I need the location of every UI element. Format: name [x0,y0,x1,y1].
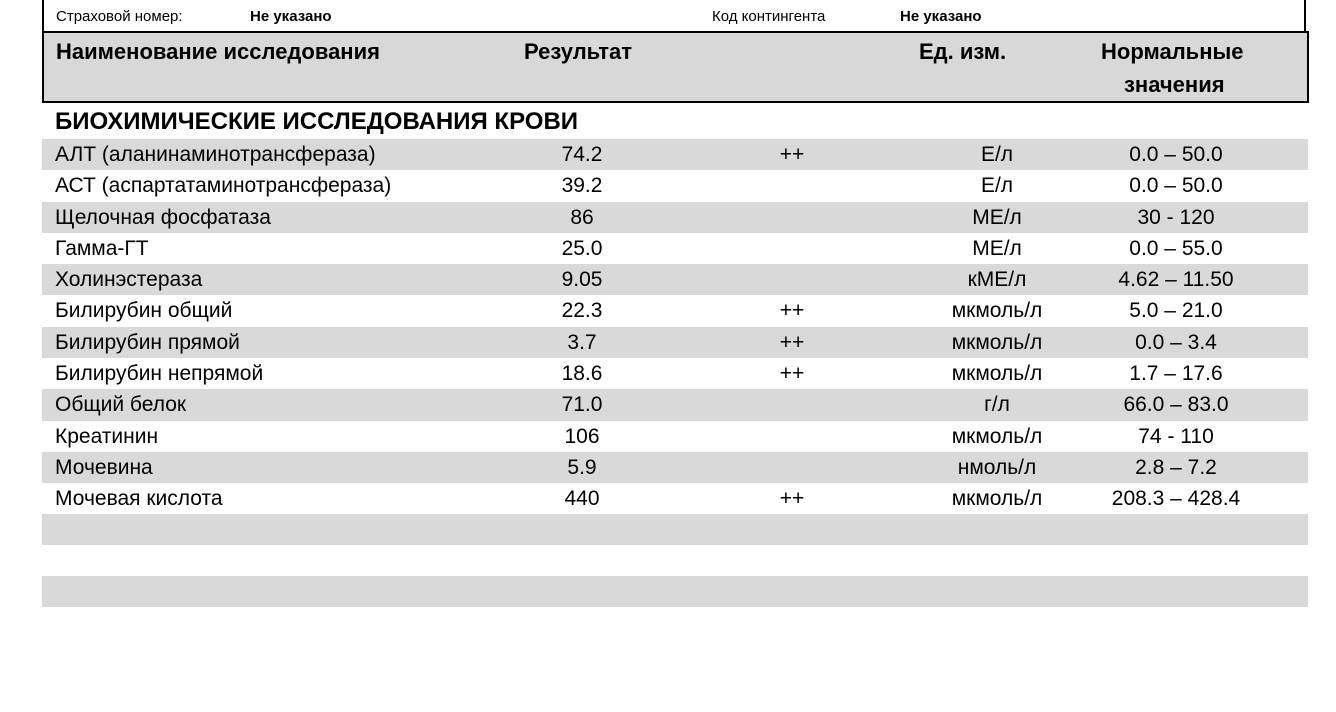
table-row [42,452,1308,483]
normal-range: 4.62 – 11.50 [1118,268,1234,292]
insurance-number-value: Не указано [250,8,332,25]
table-row [42,233,1308,264]
test-name: Креатинин [55,424,159,448]
normal-range: 5.0 – 21.0 [1129,299,1223,323]
test-unit: кМЕ/л [967,268,1027,292]
table-row [42,139,1308,170]
test-name: Общий белок [55,393,187,417]
column-header-norm-line1: Нормальные [1101,39,1244,64]
test-result: 5.9 [567,455,597,479]
table-row [42,202,1308,233]
test-name: Мочевина [55,455,153,479]
test-unit: Е/л [980,174,1014,198]
empty-row [42,514,1308,545]
test-result: 9.05 [561,268,603,292]
test-result: 86 [570,205,594,229]
abnormal-flag: ++ [779,330,805,354]
test-result: 71.0 [561,393,603,417]
normal-range: 0.0 – 50.0 [1129,174,1223,198]
test-result: 22.3 [561,299,603,323]
abnormal-flag: ++ [779,299,805,323]
test-unit: МЕ/л [972,205,1022,229]
normal-range: 0.0 – 3.4 [1135,330,1217,354]
contingent-code-value: Не указано [900,8,982,25]
insurance-number-label: Страховой номер: [56,8,183,25]
column-header-unit: Ед. изм. [919,39,1007,64]
test-result: 3.7 [567,330,597,354]
test-unit: мкмоль/л [951,424,1043,448]
normal-range: 66.0 – 83.0 [1123,393,1229,417]
test-unit: Е/л [980,143,1014,166]
table-row [42,389,1308,420]
normal-range: 0.0 – 50.0 [1129,143,1223,166]
normal-range: 208.3 – 428.4 [1111,487,1241,511]
test-name: АЛТ (аланинаминотрансфераза) [55,143,376,166]
table-row [42,295,1308,326]
table-row [42,421,1308,452]
column-header-result: Результат [524,39,633,64]
abnormal-flag: ++ [779,143,805,166]
column-header-row [42,31,1309,103]
empty-row [42,576,1308,607]
test-result: 18.6 [561,362,603,386]
normal-range: 1.7 – 17.6 [1129,362,1223,386]
test-result: 106 [564,424,600,448]
test-unit: мкмоль/л [951,299,1043,323]
normal-range: 30 - 120 [1137,205,1215,229]
test-name: Билирубин непрямой [55,362,264,386]
test-name: Билирубин общий [55,299,233,323]
test-name: Билирубин прямой [55,330,240,354]
normal-range: 2.8 – 7.2 [1135,455,1217,479]
test-unit: мкмоль/л [951,487,1043,511]
table-row [42,358,1308,389]
normal-range: 74 - 110 [1138,424,1214,448]
table-row [42,170,1308,201]
test-result: 440 [564,487,600,511]
test-result: 74.2 [561,143,603,166]
test-unit: мкмоль/л [951,330,1043,354]
abnormal-flag: ++ [779,362,805,386]
test-name: АСТ (аспартатаминотрансфераза) [55,174,392,198]
normal-range: 0.0 – 55.0 [1129,236,1223,260]
test-unit: г/л [984,393,1010,417]
section-title: БИОХИМИЧЕСКИЕ ИССЛЕДОВАНИЯ КРОВИ [55,108,579,135]
test-name: Щелочная фосфатаза [55,205,271,229]
test-name: Гамма-ГТ [55,236,149,260]
table-row [42,327,1308,358]
test-name: Мочевая кислота [55,487,223,511]
patient-info-strip [42,0,1306,31]
test-unit: МЕ/л [972,236,1022,260]
contingent-code-label: Код контингента [712,8,826,25]
column-header-name: Наименование исследования [56,39,380,64]
table-row [42,483,1308,514]
table-row [42,264,1308,295]
column-header-norm-line2: значения [1124,72,1225,97]
abnormal-flag: ++ [779,487,805,511]
test-result: 25.0 [561,236,603,260]
test-name: Холинэстераза [55,268,203,292]
test-unit: мкмоль/л [951,362,1043,386]
results-table [42,139,1308,515]
test-unit: нмоль/л [957,455,1037,479]
test-result: 39.2 [561,174,603,198]
